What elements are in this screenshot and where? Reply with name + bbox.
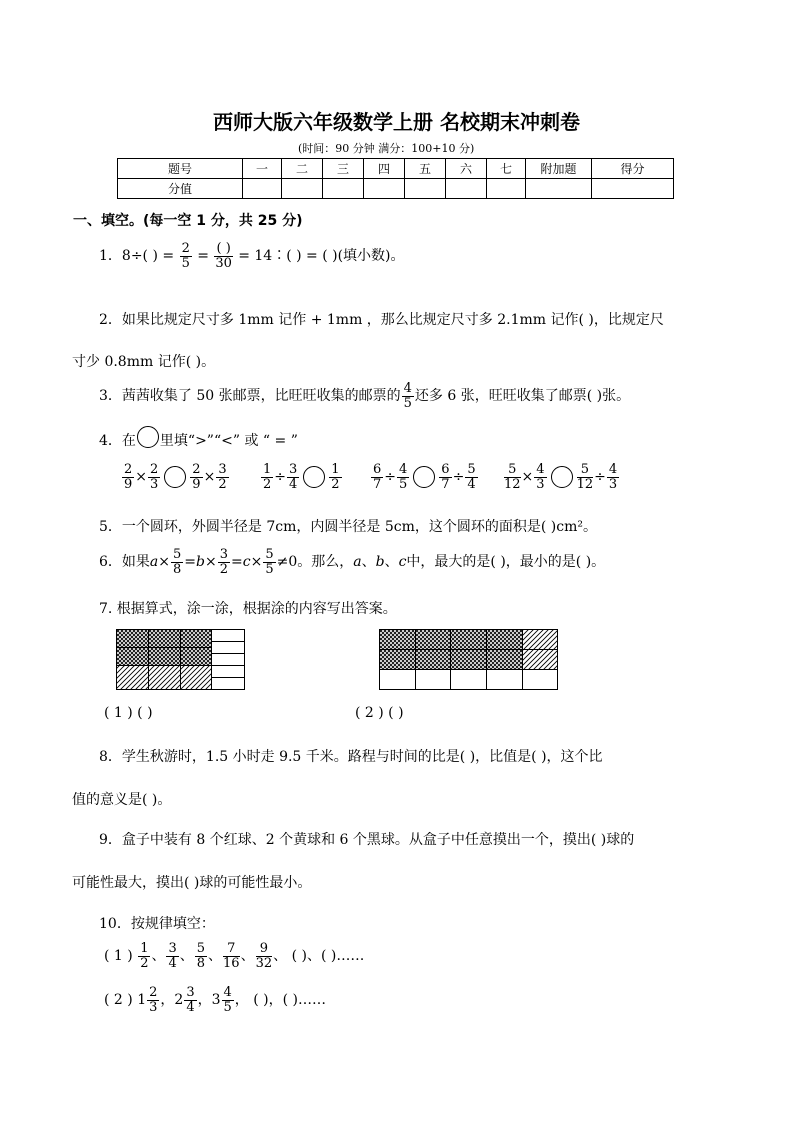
grid1-diagonal	[117, 666, 212, 690]
score-cell: 五	[405, 159, 446, 179]
score-cell: 得分	[592, 159, 674, 179]
compare-circle[interactable]	[551, 466, 573, 488]
q4-item-4: $\frac{5}{12}$ × $\frac{4}{3}$ $\frac{5}{12}$ ÷ $\frac{4}{3}$	[504, 462, 618, 492]
score-input[interactable]	[364, 179, 405, 199]
q1-eq: =	[197, 248, 210, 265]
score-input[interactable]	[405, 179, 446, 199]
page-subtitle: (时间：90 分钟 满分：100+10 分)	[298, 142, 475, 155]
score-table	[117, 158, 674, 199]
score-input[interactable]	[446, 179, 487, 199]
score-cell: 分值	[118, 179, 243, 199]
score-cell: 七	[487, 159, 526, 179]
q4-item-2: $\frac{1}{2}$ ÷ $\frac{3}{4}$ $\frac{1}{2}$	[263, 462, 340, 492]
q3-text-b: 还多 6 张，旺旺收集了邮票( )张。	[414, 388, 631, 405]
question-2-line-2: 寸少 0.8mm 记作( )。	[72, 354, 216, 370]
score-cell: 四	[364, 159, 405, 179]
score-input[interactable]	[243, 179, 282, 199]
q1-text-a: 1．8÷( ) =	[99, 248, 175, 265]
score-cell: 题号	[118, 159, 243, 179]
compare-circle[interactable]	[413, 466, 435, 488]
question-4	[99, 430, 298, 452]
score-input[interactable]	[526, 179, 592, 199]
circle-icon	[137, 426, 159, 448]
q10-row-1-blanks[interactable]: ( )、( )……	[291, 948, 365, 965]
question-7: 7. 根据算式，涂一涂，根据涂的内容写出答案。	[99, 601, 397, 617]
fraction: $\frac{( )}{30}$	[215, 241, 232, 271]
score-cell: 二	[282, 159, 323, 179]
fraction: $\frac{2}{5}$	[181, 241, 190, 271]
compare-circle[interactable]	[164, 466, 186, 488]
compare-circle[interactable]	[303, 466, 325, 488]
section-heading: 一、填空。(每一空 1 分，共 25 分)	[73, 213, 303, 229]
score-input[interactable]	[592, 179, 674, 199]
question-5: 5．一个圆环，外圆半径是 7cm，内圆半径是 5cm，这个圆环的面积是( )cm²。	[99, 519, 597, 535]
fraction: $\frac{4}{5}$	[403, 381, 412, 411]
q10-row-1: ( 1 ) $\frac{1}{2}$ 、 $\frac{3}{4}$ 、 $\frac{5}{8}$ 、 $\frac{7}{16}$ 、 $\frac{9}{32}$ 、 ( )、( )……	[104, 941, 365, 971]
score-table-value-row	[118, 179, 674, 199]
q7-answer-2[interactable]: ( 2 ) ( )	[355, 705, 404, 721]
question-10: 10．按规律填空：	[99, 916, 215, 932]
question-9-line-2: 可能性最大，摸出( )球的可能性最小。	[72, 875, 312, 891]
shading-grid-2[interactable]	[379, 629, 559, 691]
score-cell: 附加题	[526, 159, 592, 179]
q4-item-3: $\frac{6}{7}$ ÷ $\frac{4}{5}$ $\frac{6}{7}$ ÷ $\frac{5}{4}$	[373, 462, 476, 492]
q7-answer-1[interactable]: ( 1 ) ( )	[104, 705, 153, 721]
q3-text-a: 3．茜茜收集了 50 张邮票，比旺旺收集的邮票的	[99, 388, 401, 405]
q1-text-b: = 14∶( ) = ( )(填小数)。	[238, 248, 405, 265]
shading-grid-1[interactable]	[116, 629, 246, 691]
question-1	[99, 242, 405, 270]
score-input[interactable]	[323, 179, 364, 199]
score-cell: 三	[323, 159, 364, 179]
question-6: 6．如果a× $\frac{5}{8}$ =b× $\frac{3}{2}$ =c× $\frac{5}{5}$ ≠0。那么，a、b、c中，最大的是( )，最小的是( )。	[99, 547, 606, 577]
question-8-line-1: 8．学生秋游时，1.5 小时走 9.5 千米。路程与时间的比是( )，比值是( )，这个比	[99, 749, 603, 765]
question-3	[99, 382, 630, 410]
score-table-header-row	[118, 159, 674, 179]
score-cell: 六	[446, 159, 487, 179]
score-input[interactable]	[282, 179, 323, 199]
score-cell: 一	[243, 159, 282, 179]
q4-text-a: 4．在	[99, 433, 136, 449]
q10-row-2: ( 2 ) 1 $\frac{2}{3}$ ，2 $\frac{3}{4}$ ，3 $\frac{4}{5}$ ， ( )，( )……	[104, 985, 326, 1015]
q4-item-1: $\frac{2}{9}$ × $\frac{2}{3}$ $\frac{2}{9}$ × $\frac{3}{2}$	[124, 462, 227, 492]
score-input[interactable]	[487, 179, 526, 199]
question-2-line-1: 2．如果比规定尺寸多 1mm 记作 + 1mm ，那么比规定尺寸多 2.1mm 记作( )，比规定尺	[99, 312, 664, 328]
q10-row-2-blanks[interactable]: ( )，( )……	[253, 992, 326, 1009]
question-8-line-2: 值的意义是( )。	[72, 792, 172, 808]
q4-text-b: 里填“>”“<” 或 “ = ”	[159, 433, 298, 449]
page-title: 西师大版六年级数学上册 名校期末冲刺卷	[213, 110, 580, 134]
question-9-line-1: 9．盒子中装有 8 个红球、2 个黄球和 6 个黑球。从盒子中任意摸出一个，摸出( )球的	[99, 832, 635, 848]
